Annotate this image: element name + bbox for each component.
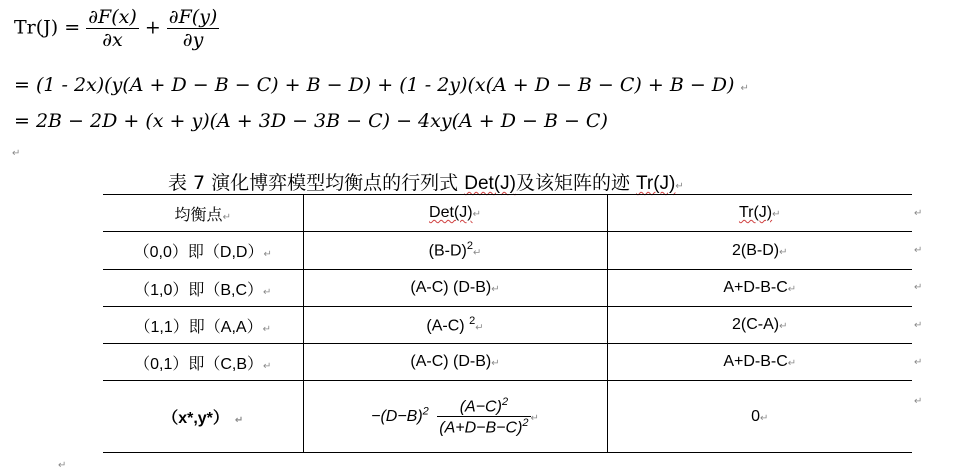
- cell-tr: [607, 270, 912, 307]
- det-prefix-exponent: 2: [422, 405, 429, 418]
- cell-mark: ↵: [234, 415, 244, 426]
- cell-mark: ↵: [222, 211, 231, 223]
- table-row: [103, 344, 912, 381]
- cell-mark: ↵: [772, 209, 781, 220]
- equation-lhs: Tr(J) =: [14, 16, 87, 39]
- tr-text: 2(C-A): [732, 316, 780, 333]
- cell-mark: ↵: [472, 209, 481, 220]
- det-text: (B-D): [428, 242, 467, 260]
- cell-mark: ↵: [263, 286, 272, 298]
- caption-det: Det(J): [464, 173, 516, 194]
- fraction-numerator: ∂F(y): [168, 6, 218, 28]
- table-row: [103, 381, 912, 453]
- header-det: [303, 195, 607, 232]
- equation-line-2: [14, 74, 749, 96]
- cell-det: [303, 344, 607, 381]
- table-header-row: [103, 195, 912, 232]
- cell-mark: ↵: [787, 358, 797, 369]
- row-end-mark: ↵: [914, 282, 923, 293]
- cell-det: [303, 381, 607, 453]
- cell-mark: ↵: [472, 247, 482, 259]
- equation-line-1: [14, 6, 219, 51]
- equation-line-3-text: = 2B − 2D + (x + y)(A + 3D − 3B − C) − 4xy(A + D − B − C): [14, 110, 608, 132]
- fraction-denominator: ∂x: [86, 28, 139, 51]
- det-exponent: 2: [469, 314, 476, 327]
- row-end-mark: ↵: [914, 245, 923, 256]
- header-tr: [607, 195, 912, 232]
- header-label: Det(J): [429, 204, 473, 221]
- cell-mark: ↵: [530, 412, 539, 424]
- tr-text: A+D-B-C: [723, 353, 788, 370]
- cell-tr: [607, 344, 912, 381]
- cell-mark: ↵: [262, 323, 271, 335]
- numerator-text: (A−C): [459, 398, 502, 415]
- denominator-text: (A+D−B−C): [439, 419, 523, 437]
- cell-point: [103, 381, 303, 453]
- header-equilibrium: [103, 195, 303, 232]
- row-end-mark: ↵: [914, 357, 923, 368]
- cell-mark: ↵: [263, 360, 272, 372]
- cell-mark: ↵: [779, 246, 788, 258]
- fraction-numerator: ∂F(x): [88, 6, 137, 28]
- cell-mark: ↵: [491, 358, 500, 369]
- cell-mark: ↵: [779, 321, 788, 332]
- row-end-mark: ↵: [914, 208, 923, 219]
- paragraph-mark: ↵: [740, 83, 749, 94]
- fraction-denominator: ∂y: [167, 28, 220, 51]
- point-text: （1,1）即（A,A）: [134, 318, 263, 336]
- table-caption: [168, 168, 684, 195]
- row-end-mark: ↵: [914, 320, 923, 331]
- header-label: 均衡点: [174, 206, 223, 224]
- det-prefix: −(D−B): [371, 407, 423, 425]
- equation-plus: +: [144, 16, 167, 39]
- equation-line-2-text: = (1 - 2x)(y(A + D − B − C) + B − D) + (1 - 2y)(x(A + D − B − C) + B − D): [14, 74, 735, 96]
- cell-point: [103, 344, 303, 381]
- table-row: [103, 232, 912, 270]
- paragraph-mark: ↵: [12, 148, 21, 159]
- row-end-mark: ↵: [914, 396, 923, 407]
- det-text: (A-C) (D-B): [410, 353, 492, 370]
- equation-line-3: [14, 110, 608, 132]
- tr-text: 0: [751, 407, 760, 425]
- det-exponent: 2: [466, 240, 473, 253]
- cell-mark: ↵: [263, 249, 272, 260]
- fraction-denominator: [437, 416, 530, 437]
- det-text: (A-C): [426, 317, 470, 335]
- point-text: （1,0）即（B,C）: [134, 281, 264, 299]
- header-label: Tr(J): [738, 204, 773, 221]
- point-text: （0,0）即（D,D）: [133, 244, 264, 261]
- cell-mark: ↵: [475, 322, 484, 334]
- partial-fraction-y: [167, 6, 220, 51]
- paragraph-mark: ↵: [58, 460, 67, 471]
- det-text: (A-C) (D-B): [410, 279, 492, 296]
- cell-point: [103, 270, 303, 307]
- cell-mark: ↵: [760, 412, 769, 424]
- cell-point: [103, 307, 303, 344]
- caption-tr: Tr(J): [636, 173, 676, 194]
- partial-fraction-x: [86, 6, 139, 51]
- table-row: [103, 307, 912, 344]
- det-fraction: [437, 396, 530, 438]
- tr-text: 2(B-D): [732, 241, 780, 259]
- cell-mark: ↵: [491, 284, 500, 295]
- point-text: （0,1）即（C,B）: [134, 355, 264, 373]
- cell-det: [303, 307, 607, 344]
- numerator-exponent: 2: [501, 395, 509, 408]
- cell-mark: ↵: [787, 284, 797, 295]
- cell-point: [103, 232, 303, 270]
- tr-text: A+D-B-C: [723, 279, 788, 296]
- cell-tr: [607, 232, 912, 270]
- paragraph-mark: ↵: [675, 181, 684, 192]
- cell-tr: [607, 381, 912, 453]
- caption-prefix: 表 7 演化博弈模型均衡点的行列式: [168, 172, 465, 194]
- table-row: [103, 270, 912, 307]
- denominator-exponent: 2: [522, 417, 529, 429]
- cell-tr: [607, 307, 912, 344]
- caption-mid: 及该矩阵的迹: [515, 172, 636, 194]
- fraction-numerator: [437, 396, 530, 416]
- cell-det: [303, 270, 607, 307]
- equilibrium-table: [103, 194, 912, 453]
- cell-det: [303, 232, 607, 270]
- point-text: （x*,y*）: [162, 410, 229, 427]
